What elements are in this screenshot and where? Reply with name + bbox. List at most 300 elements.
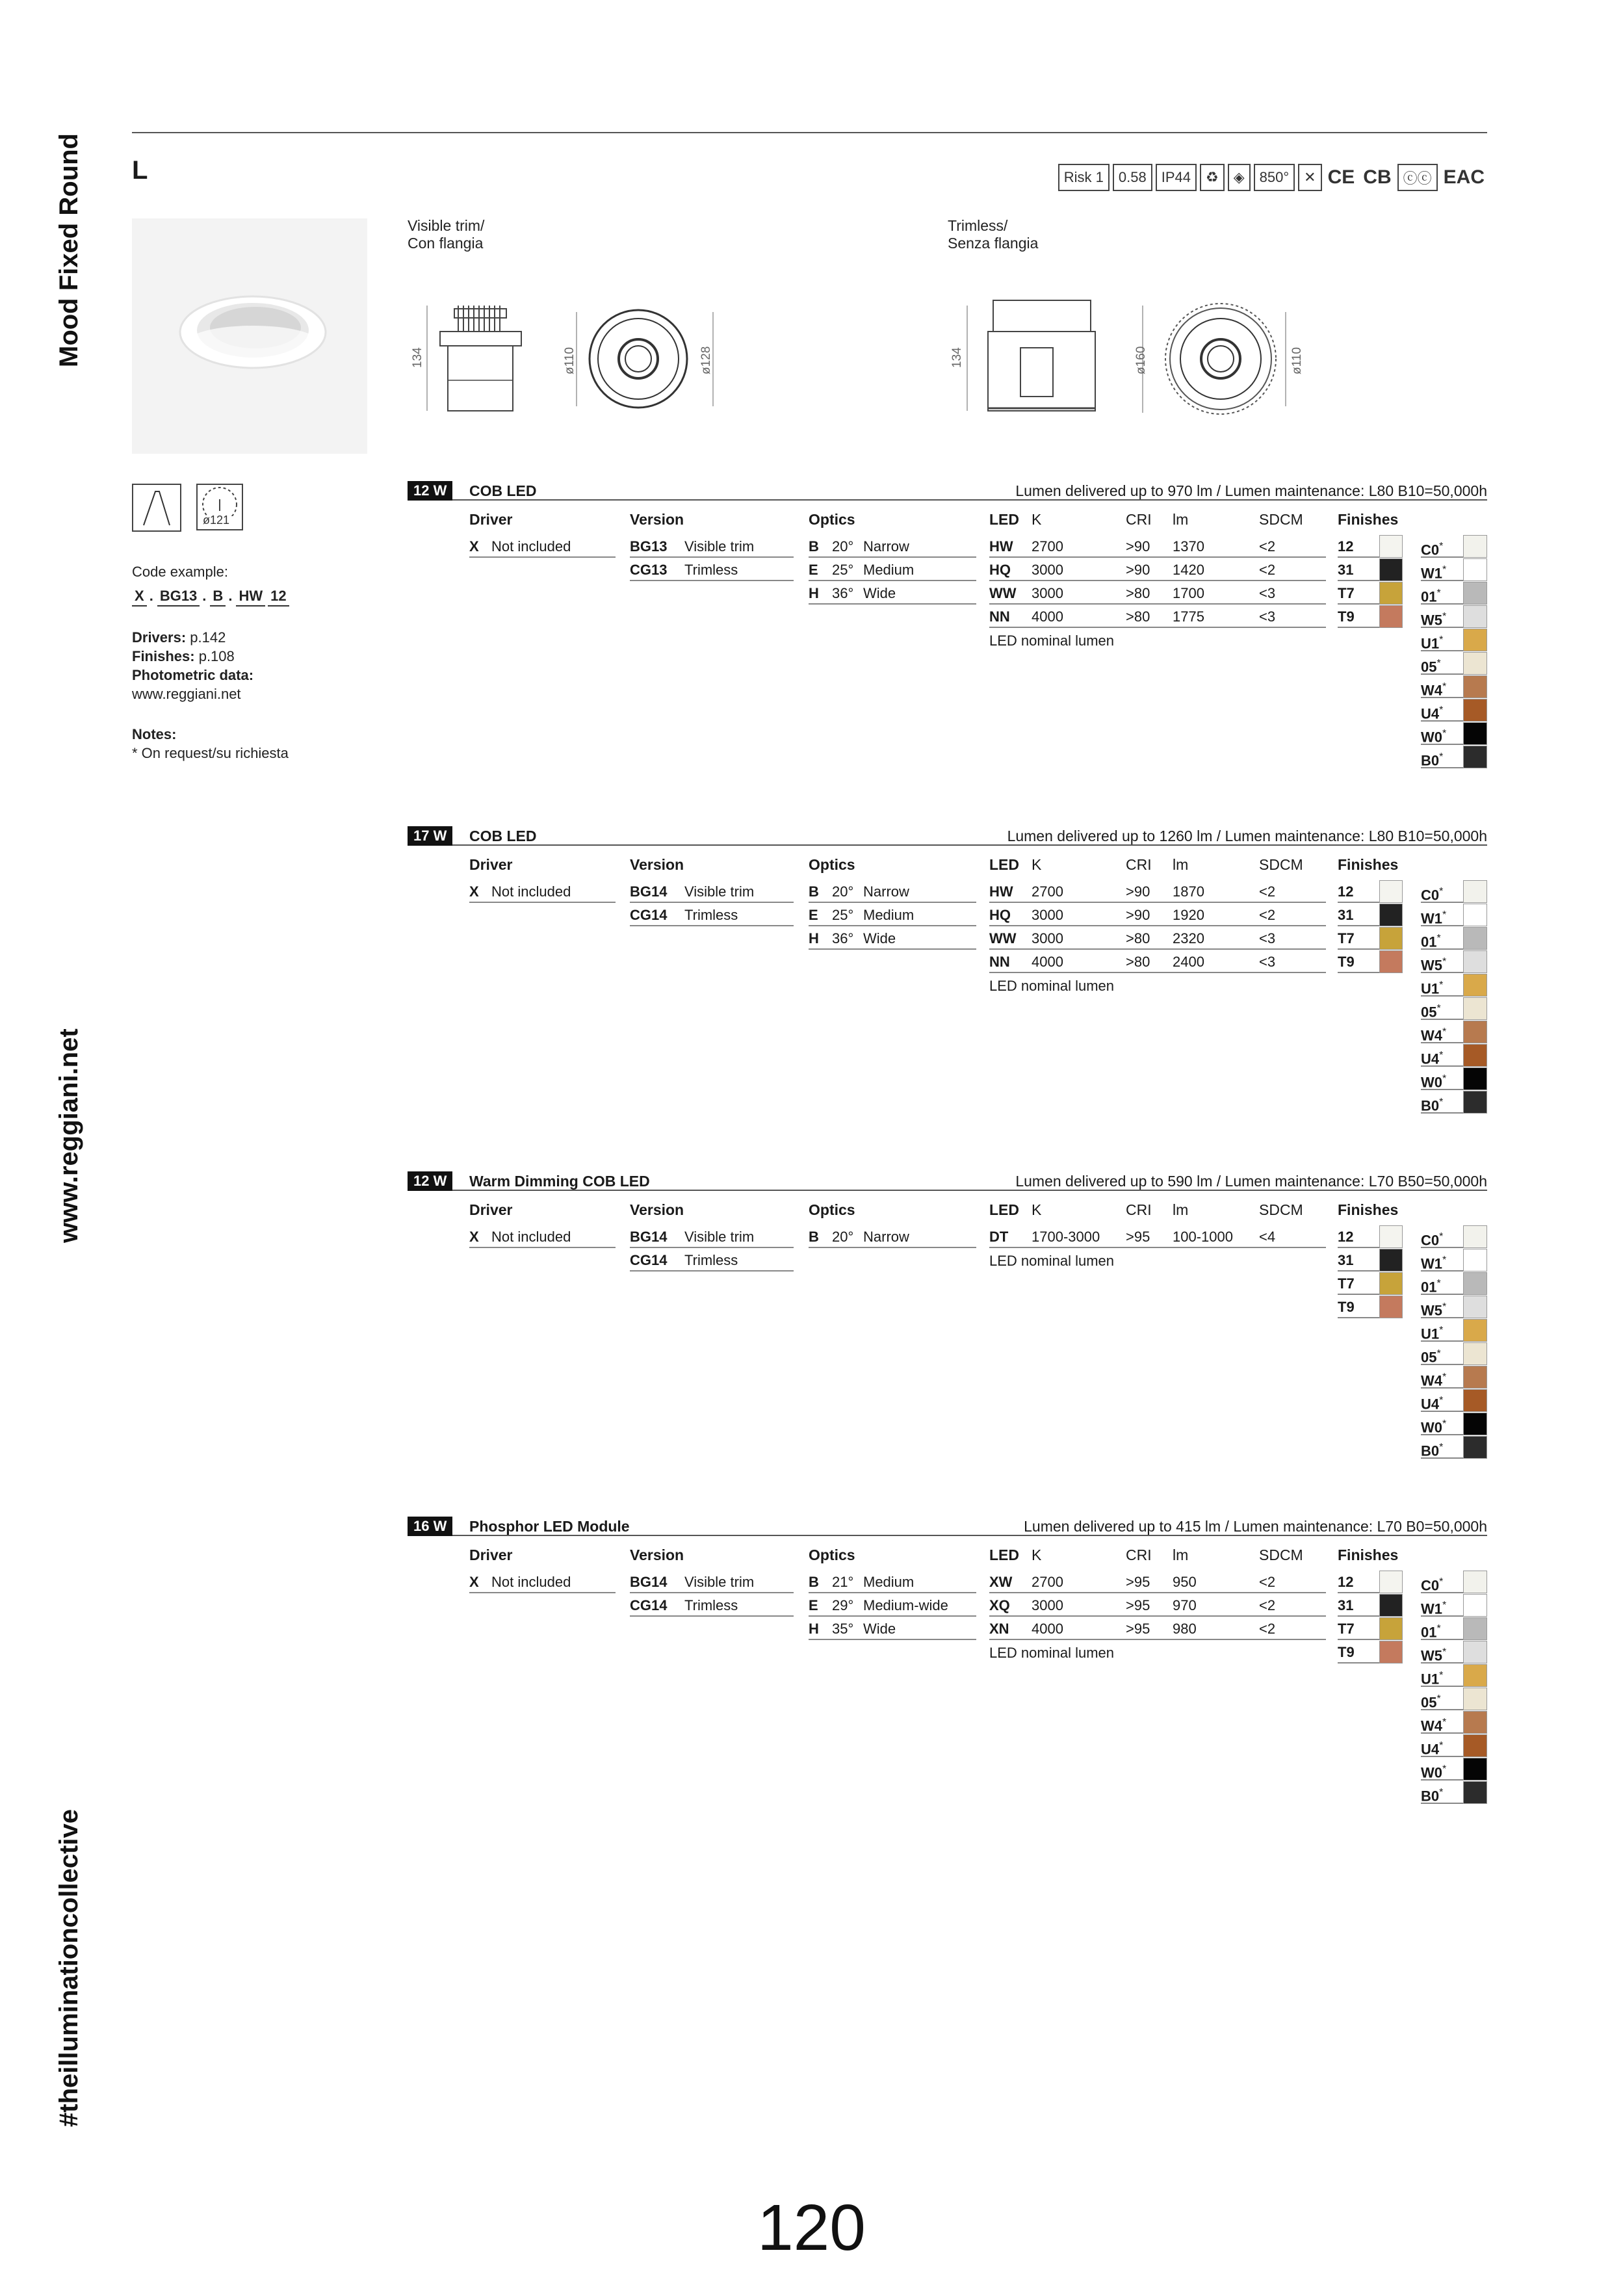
dim-diameter-2: ø128 [699, 346, 713, 374]
finish-code: T7 [1338, 1275, 1355, 1292]
on-request-mark: * [1442, 1717, 1447, 1728]
section-header [408, 481, 1487, 501]
dim-height-1: 134 [411, 347, 424, 368]
color-code: C0 [1421, 1577, 1440, 1594]
finish-code: 31 [1338, 1597, 1354, 1613]
finish-swatch [1379, 1641, 1403, 1663]
on-request-mark: * [1439, 751, 1444, 763]
on-request-mark: * [1439, 1325, 1444, 1336]
references: Drivers: p.142 Finishes: p.108 Photometric data: www.reggiani.net [132, 629, 254, 702]
color-swatch [1463, 1319, 1487, 1342]
color-item [1421, 652, 1487, 675]
column-header-driver: Driver [469, 1201, 513, 1218]
finish-swatch [1379, 1594, 1403, 1617]
color-item [1421, 904, 1487, 926]
color-code: U4 [1421, 1050, 1440, 1067]
on-request-mark: * [1436, 933, 1441, 944]
led-sdcm: <3 [1259, 954, 1276, 970]
version-label: Trimless [684, 907, 738, 923]
color-code: 01 [1421, 1624, 1437, 1641]
color-item [1421, 1342, 1487, 1365]
color-code: C0 [1421, 541, 1440, 558]
led-lumen: 1420 [1173, 562, 1204, 578]
optics-code: B [809, 1229, 819, 1245]
color-item [1421, 1781, 1487, 1804]
color-code: W0 [1421, 1764, 1442, 1781]
color-item [1421, 1617, 1487, 1640]
optics-label: Wide [863, 930, 896, 946]
finish-item [1338, 535, 1403, 558]
optics-row [809, 904, 976, 926]
led-cri: >80 [1126, 930, 1150, 946]
size-letter: L [132, 156, 148, 185]
color-code: 01 [1421, 1279, 1437, 1296]
finish-code: T7 [1338, 1621, 1355, 1637]
led-kelvin: 2700 [1032, 883, 1063, 900]
led-cri: >90 [1126, 907, 1150, 923]
finish-swatch [1379, 1617, 1403, 1640]
led-lumen: 980 [1173, 1621, 1197, 1637]
finish-item [1338, 605, 1403, 628]
color-swatch [1463, 535, 1487, 558]
driver-label: Not included [491, 1229, 571, 1245]
color-code: W5 [1421, 1302, 1442, 1319]
optics-angle: 25° [832, 562, 854, 578]
on-request-mark: * [1439, 1787, 1444, 1798]
version-code: CG13 [630, 562, 668, 578]
driver-row [469, 1571, 616, 1593]
finish-code: 12 [1338, 1229, 1354, 1245]
on-request-mark: * [1439, 1395, 1444, 1406]
color-code: B0 [1421, 1442, 1440, 1459]
version-row [630, 535, 794, 558]
optics-row [809, 1225, 976, 1248]
color-code: U1 [1421, 1671, 1440, 1688]
led-type: Warm Dimming COB LED [469, 1173, 650, 1190]
led-type: Phosphor LED Module [469, 1518, 630, 1535]
version-row [630, 1225, 794, 1248]
color-swatch [1463, 1225, 1487, 1248]
column-header-version: Version [630, 1546, 684, 1563]
optics-label: Medium-wide [863, 1597, 948, 1613]
on-request-mark: * [1439, 1231, 1444, 1242]
led-sdcm: <2 [1259, 1597, 1276, 1613]
certification-icons [1058, 164, 1487, 191]
led-lumen: 100-1000 [1173, 1229, 1233, 1245]
color-code: W4 [1421, 1372, 1442, 1389]
finish-code: T9 [1338, 954, 1355, 970]
color-item [1421, 1296, 1487, 1318]
on-request-mark: * [1436, 1623, 1441, 1634]
column-header-cri: CRI [1126, 1201, 1152, 1218]
color-code: 05 [1421, 1694, 1437, 1711]
code-example [132, 586, 292, 607]
led-nominal-note: LED nominal lumen [989, 1645, 1114, 1661]
color-item [1421, 1389, 1487, 1412]
color-item [1421, 535, 1487, 558]
photometric-link[interactable]: www.reggiani.net [132, 686, 241, 702]
color-item [1421, 1688, 1487, 1710]
led-row [989, 558, 1326, 581]
column-header-version: Version [630, 511, 684, 528]
on-request-mark: * [1439, 705, 1444, 716]
led-lumen: 1775 [1173, 608, 1204, 625]
color-item [1421, 950, 1487, 973]
color-item [1421, 699, 1487, 722]
column-header-finishes: Finishes [1338, 511, 1399, 528]
optics-angle: 20° [832, 1229, 854, 1245]
color-swatch [1463, 629, 1487, 651]
color-item [1421, 1664, 1487, 1687]
led-kelvin: 3000 [1032, 562, 1063, 578]
product-photo [132, 218, 367, 454]
color-item [1421, 1272, 1487, 1295]
color-code: W4 [1421, 1027, 1442, 1044]
version-label: Trimless [684, 1252, 738, 1268]
led-kelvin: 2700 [1032, 1574, 1063, 1590]
column-header-finishes: Finishes [1338, 1546, 1399, 1563]
column-header-lm: lm [1173, 1201, 1189, 1218]
on-request-mark: * [1439, 1576, 1444, 1587]
led-sdcm: <3 [1259, 585, 1276, 601]
color-item [1421, 1734, 1487, 1757]
color-code: 01 [1421, 933, 1437, 950]
finish-code: T7 [1338, 585, 1355, 601]
side-website[interactable]: www.reggiani.net [55, 1028, 83, 1243]
color-code: W5 [1421, 612, 1442, 629]
color-swatch [1463, 1781, 1487, 1804]
optics-code: H [809, 585, 819, 601]
finish-swatch [1379, 582, 1403, 605]
led-kelvin: 2700 [1032, 538, 1063, 554]
top-rule [132, 132, 1487, 133]
finish-item [1338, 1272, 1403, 1295]
led-lumen: 2320 [1173, 930, 1204, 946]
color-code: U1 [1421, 635, 1440, 652]
color-item [1421, 1436, 1487, 1459]
color-item [1421, 1711, 1487, 1734]
color-swatch [1463, 1296, 1487, 1318]
led-code: HQ [989, 907, 1011, 923]
color-swatch [1463, 1688, 1487, 1710]
version-label: Visible trim [684, 1229, 755, 1245]
finish-code: 12 [1338, 1574, 1354, 1590]
led-kelvin: 4000 [1032, 954, 1063, 970]
led-nominal-note: LED nominal lumen [989, 633, 1114, 649]
led-kelvin: 1700-3000 [1032, 1229, 1100, 1245]
color-code: W0 [1421, 729, 1442, 746]
version-row [630, 904, 794, 926]
color-item [1421, 1594, 1487, 1617]
color-swatch [1463, 1366, 1487, 1389]
finish-code: 31 [1338, 907, 1354, 923]
lumen-info: Lumen delivered up to 1260 lm / Lumen maintenance: L80 B10=50,000h [1007, 828, 1487, 844]
color-code: W4 [1421, 682, 1442, 699]
optics-angle: 21° [832, 1574, 854, 1590]
led-kelvin: 4000 [1032, 1621, 1063, 1637]
led-code: XQ [989, 1597, 1010, 1613]
column-header-optics: Optics [809, 511, 855, 528]
certification-badge: 850° [1254, 164, 1295, 191]
color-swatch [1463, 746, 1487, 768]
color-swatch [1463, 1617, 1487, 1640]
finish-item [1338, 1225, 1403, 1248]
color-item [1421, 1067, 1487, 1090]
color-code: W1 [1421, 565, 1442, 582]
finish-item [1338, 904, 1403, 926]
led-cri: >90 [1126, 562, 1150, 578]
led-lumen: 2400 [1173, 954, 1204, 970]
color-item [1421, 974, 1487, 997]
certification-badge: ♻ [1200, 164, 1225, 191]
led-cri: >80 [1126, 954, 1150, 970]
certification-badge: ⓒⓒ [1397, 164, 1438, 191]
beam-angle-icon [132, 484, 181, 532]
color-code: U1 [1421, 1325, 1440, 1342]
color-code: U4 [1421, 705, 1440, 722]
led-code: XW [989, 1574, 1013, 1590]
color-swatch [1463, 1272, 1487, 1295]
optics-row [809, 535, 976, 558]
on-request-mark: * [1442, 909, 1447, 920]
column-header-sdcm: SDCM [1259, 856, 1303, 873]
finish-swatch [1379, 1272, 1403, 1295]
led-row [989, 1571, 1326, 1593]
color-code: 01 [1421, 588, 1437, 605]
optics-label: Wide [863, 1621, 896, 1637]
led-code: WW [989, 930, 1017, 946]
led-code: NN [989, 608, 1010, 625]
color-swatch [1463, 950, 1487, 973]
column-header-lm: lm [1173, 856, 1189, 873]
finish-swatch [1379, 605, 1403, 628]
finish-code: 31 [1338, 1252, 1354, 1268]
optics-angle: 20° [832, 538, 854, 554]
color-swatch [1463, 1067, 1487, 1090]
color-code: W5 [1421, 957, 1442, 974]
optics-label: Narrow [863, 883, 909, 900]
color-code: W1 [1421, 1600, 1442, 1617]
led-cri: >95 [1126, 1597, 1150, 1613]
version-row [630, 880, 794, 903]
led-row [989, 605, 1326, 628]
color-swatch [1463, 1436, 1487, 1459]
section-header [408, 1517, 1487, 1536]
column-header-finishes: Finishes [1338, 856, 1399, 873]
optics-code: H [809, 930, 819, 946]
optics-label: Medium [863, 562, 915, 578]
driver-label: Not included [491, 538, 571, 554]
finish-code: T9 [1338, 1299, 1355, 1315]
color-item [1421, 629, 1487, 651]
finish-item [1338, 1594, 1403, 1617]
product-section [408, 1171, 1487, 1522]
column-header-lm: lm [1173, 1546, 1189, 1563]
color-code: U4 [1421, 1741, 1440, 1758]
color-item [1421, 997, 1487, 1020]
finish-code: 31 [1338, 562, 1354, 578]
color-code: W1 [1421, 910, 1442, 927]
finish-item [1338, 927, 1403, 950]
led-cri: >95 [1126, 1229, 1150, 1245]
on-request-mark: * [1442, 728, 1447, 739]
on-request-mark: * [1442, 956, 1447, 967]
finish-item [1338, 1249, 1403, 1272]
trimless-drawing [948, 293, 1312, 423]
color-swatch [1463, 1091, 1487, 1114]
code-example-label: Code example: [132, 564, 228, 580]
optics-row [809, 880, 976, 903]
color-swatch [1463, 722, 1487, 745]
color-swatch [1463, 1044, 1487, 1067]
led-lumen: 1370 [1173, 538, 1204, 554]
on-request-mark: * [1439, 1442, 1444, 1453]
led-row [989, 582, 1326, 605]
optics-angle: 36° [832, 930, 854, 946]
code-part: 12 [268, 586, 289, 607]
color-swatch [1463, 1664, 1487, 1687]
column-header-sdcm: SDCM [1259, 1546, 1303, 1563]
led-code: DT [989, 1229, 1009, 1245]
led-sdcm: <4 [1259, 1229, 1276, 1245]
color-item [1421, 1021, 1487, 1043]
on-request-mark: * [1439, 634, 1444, 646]
finish-swatch [1379, 558, 1403, 581]
on-request-mark: * [1439, 980, 1444, 991]
optics-angle: 36° [832, 585, 854, 601]
page-number: 120 [757, 2191, 866, 2264]
led-sdcm: <2 [1259, 562, 1276, 578]
finish-swatch [1379, 927, 1403, 950]
on-request-mark: * [1436, 658, 1441, 669]
optics-row [809, 1594, 976, 1617]
led-row [989, 950, 1326, 973]
color-item [1421, 1319, 1487, 1342]
color-swatch [1463, 1389, 1487, 1412]
led-lumen: 1870 [1173, 883, 1204, 900]
color-swatch [1463, 1413, 1487, 1435]
side-product-family: Mood Fixed Round [55, 133, 83, 367]
finish-code: T9 [1338, 608, 1355, 625]
column-header-k: K [1032, 856, 1042, 873]
optics-label: Narrow [863, 538, 909, 554]
color-code: U1 [1421, 980, 1440, 997]
led-cri: >80 [1126, 608, 1150, 625]
color-code: W5 [1421, 1647, 1442, 1664]
led-code: NN [989, 954, 1010, 970]
code-part: X [132, 586, 147, 607]
dim-height-2: 134 [950, 347, 964, 368]
driver-label: Not included [491, 883, 571, 900]
dim-diameter-1: ø110 [563, 347, 577, 374]
version-code: BG14 [630, 1574, 668, 1590]
code-separator: . [149, 588, 153, 604]
column-header-cri: CRI [1126, 511, 1152, 528]
finish-item [1338, 1571, 1403, 1593]
on-request-mark: * [1442, 1301, 1447, 1312]
led-cri: >95 [1126, 1621, 1150, 1637]
on-request-mark: * [1436, 1693, 1441, 1704]
product-section [408, 1517, 1487, 1868]
driver-code: X [469, 538, 479, 554]
version-label: Visible trim [684, 538, 755, 554]
wattage-badge: 12 W [408, 481, 452, 501]
column-header-cri: CRI [1126, 1546, 1152, 1563]
version-label: Visible trim [684, 883, 755, 900]
trimless-title: Trimless/ Senza flangia [948, 217, 1039, 252]
column-header-optics: Optics [809, 856, 855, 873]
color-code: 05 [1421, 1004, 1437, 1021]
on-request-mark: * [1442, 1026, 1447, 1037]
color-swatch [1463, 880, 1487, 903]
finish-swatch [1379, 950, 1403, 973]
led-nominal-note: LED nominal lumen [989, 978, 1114, 994]
column-header-lm: lm [1173, 511, 1189, 528]
optics-row [809, 558, 976, 581]
led-sdcm: <3 [1259, 608, 1276, 625]
led-cri: >90 [1126, 883, 1150, 900]
column-header-driver: Driver [469, 1546, 513, 1563]
led-lumen: 950 [1173, 1574, 1197, 1590]
on-request-mark: * [1442, 1600, 1447, 1611]
color-item [1421, 1413, 1487, 1435]
color-code: B0 [1421, 1097, 1440, 1114]
driver-row [469, 535, 616, 558]
wattage-badge: 12 W [408, 1171, 452, 1191]
color-swatch [1463, 652, 1487, 675]
wattage-badge: 17 W [408, 826, 452, 846]
on-request-mark: * [1439, 541, 1444, 552]
version-code: CG14 [630, 1597, 668, 1613]
on-request-mark: * [1439, 886, 1444, 897]
led-sdcm: <2 [1259, 538, 1276, 554]
led-cri: >95 [1126, 1574, 1150, 1590]
finish-swatch [1379, 880, 1403, 903]
driver-row [469, 1225, 616, 1248]
color-item [1421, 880, 1487, 903]
section-header [408, 1171, 1487, 1191]
color-item [1421, 1249, 1487, 1272]
color-item [1421, 1641, 1487, 1663]
column-header-led: LED [989, 1546, 1019, 1563]
led-row [989, 1617, 1326, 1640]
optics-row [809, 1617, 976, 1640]
dim-diameter-3: ø160 [1134, 346, 1148, 374]
optics-angle: 25° [832, 907, 854, 923]
version-label: Visible trim [684, 1574, 755, 1590]
column-header-k: K [1032, 1201, 1042, 1218]
version-label: Trimless [684, 562, 738, 578]
color-swatch [1463, 1641, 1487, 1663]
color-swatch [1463, 1594, 1487, 1617]
optics-code: B [809, 883, 819, 900]
color-swatch [1463, 699, 1487, 722]
led-row [989, 1594, 1326, 1617]
column-header-driver: Driver [469, 511, 513, 528]
on-request-mark: * [1436, 1003, 1441, 1014]
color-item [1421, 746, 1487, 768]
on-request-mark: * [1442, 611, 1447, 622]
color-swatch [1463, 974, 1487, 997]
color-code: 05 [1421, 659, 1437, 675]
finish-swatch [1379, 1296, 1403, 1318]
color-swatch [1463, 1249, 1487, 1272]
optics-code: B [809, 1574, 819, 1590]
certification-badge: IP44 [1156, 164, 1197, 191]
color-swatch [1463, 1734, 1487, 1757]
product-section [408, 826, 1487, 1177]
color-code: C0 [1421, 1232, 1440, 1249]
